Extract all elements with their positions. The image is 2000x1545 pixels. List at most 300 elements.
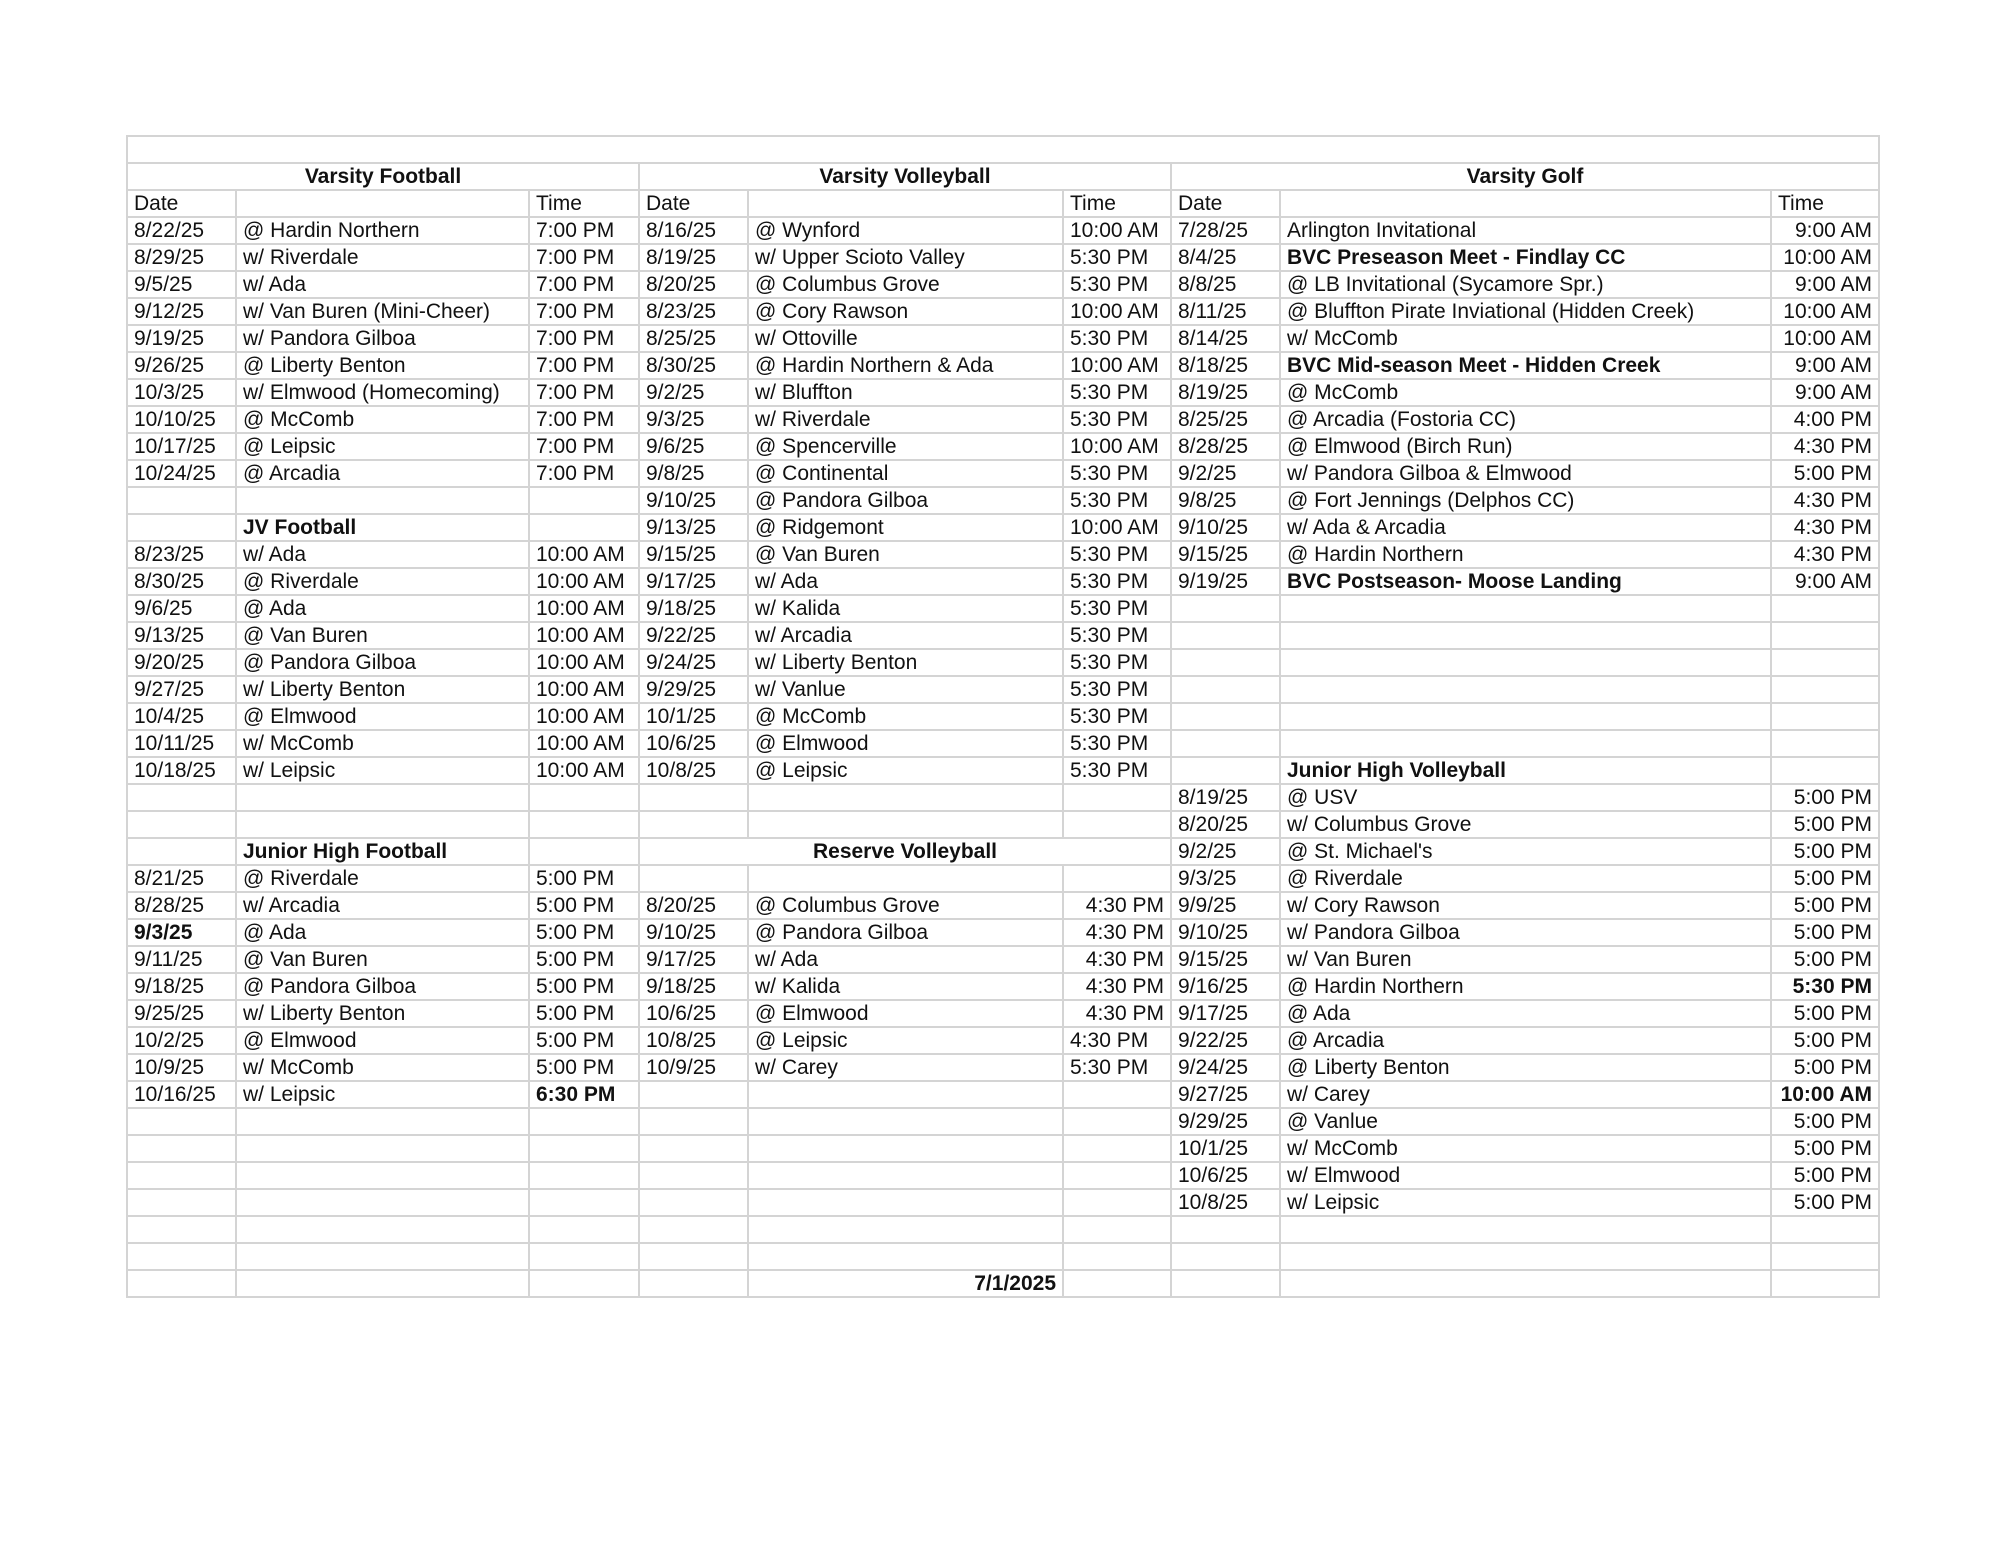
time-cell: 10:00 AM [1771,244,1879,271]
schedule-row [127,406,1879,433]
event-cell: BVC Preseason Meet - Findlay CC [1280,244,1771,271]
schedule-row [127,568,1879,595]
schedule-row [127,757,1879,784]
empty-cell [1171,622,1280,649]
empty-cell [639,1270,748,1297]
empty-cell [1771,649,1879,676]
section-heading: Varsity Football [127,163,639,190]
date-cell: 8/8/25 [1171,271,1280,298]
event-cell: @ Elmwood [748,1000,1063,1027]
date-cell: 9/18/25 [127,973,236,1000]
date-cell: 9/2/25 [1171,838,1280,865]
schedule-row [127,1000,1879,1027]
time-cell: 7:00 PM [529,352,639,379]
time-cell: 5:30 PM [1063,703,1171,730]
time-cell: 5:00 PM [1771,1108,1879,1135]
event-cell: @ Hardin Northern [1280,541,1771,568]
empty-cell [1063,784,1171,811]
section-heading: Reserve Volleyball [639,838,1171,865]
empty-cell [529,1108,639,1135]
empty-cell [748,190,1063,217]
time-cell: 5:00 PM [1771,460,1879,487]
date-cell: 9/15/25 [639,541,748,568]
empty-cell [639,811,748,838]
event-cell: w/ Ottoville [748,325,1063,352]
date-cell: 9/24/25 [639,649,748,676]
empty-cell [748,1216,1063,1243]
schedule-table [126,135,1880,1298]
time-cell: 5:00 PM [529,973,639,1000]
date-column-header: Date [1171,190,1280,217]
empty-cell [1171,730,1280,757]
date-cell: 9/15/25 [1171,946,1280,973]
schedule-row [127,730,1879,757]
date-cell: 9/10/25 [639,919,748,946]
schedule-row [127,1135,1879,1162]
time-cell: 5:00 PM [529,1000,639,1027]
time-cell: 7:00 PM [529,298,639,325]
section-heading: Junior High Football [236,838,529,865]
time-cell: 4:30 PM [1063,973,1171,1000]
empty-cell [748,1081,1063,1108]
event-cell: @ Ada [1280,1000,1771,1027]
empty-cell [1063,1270,1171,1297]
time-cell: 10:00 AM [529,622,639,649]
empty-cell [1171,676,1280,703]
empty-cell [639,1108,748,1135]
event-cell: w/ Elmwood (Homecoming) [236,379,529,406]
date-cell: 8/28/25 [1171,433,1280,460]
empty-cell [1280,730,1771,757]
date-cell: 10/8/25 [639,1027,748,1054]
event-cell: w/ Vanlue [748,676,1063,703]
schedule-row [127,595,1879,622]
date-cell: 8/11/25 [1171,298,1280,325]
schedule-row [127,811,1879,838]
event-cell: @ Arcadia (Fostoria CC) [1280,406,1771,433]
event-cell: w/ Liberty Benton [748,649,1063,676]
time-cell: 10:00 AM [529,595,639,622]
date-cell: 10/24/25 [127,460,236,487]
empty-cell [1771,622,1879,649]
time-cell: 5:30 PM [1063,568,1171,595]
time-cell: 10:00 AM [1771,298,1879,325]
time-cell: 10:00 AM [1063,352,1171,379]
event-cell: @ Continental [748,460,1063,487]
empty-cell [236,1216,529,1243]
empty-cell [1771,676,1879,703]
time-cell: 5:00 PM [529,865,639,892]
empty-cell [1280,622,1771,649]
empty-cell [1280,1243,1771,1270]
date-cell: 9/2/25 [639,379,748,406]
event-cell: Arlington Invitational [1280,217,1771,244]
schedule-row [127,487,1879,514]
empty-cell [1280,595,1771,622]
section-heading: Junior High Volleyball [1280,757,1771,784]
event-cell: @ Pandora Gilboa [748,487,1063,514]
empty-cell [1063,811,1171,838]
date-cell: 10/2/25 [127,1027,236,1054]
event-cell: w/ Liberty Benton [236,676,529,703]
time-cell: 9:00 AM [1771,568,1879,595]
event-cell: @ Elmwood [236,703,529,730]
empty-cell [1771,1243,1879,1270]
event-cell: w/ Cory Rawson [1280,892,1771,919]
empty-cell [529,487,639,514]
time-cell: 5:30 PM [1063,325,1171,352]
event-cell: w/ McComb [1280,1135,1771,1162]
event-cell: w/ Riverdale [748,406,1063,433]
time-cell: 4:30 PM [1063,946,1171,973]
date-cell: 9/17/25 [639,946,748,973]
empty-cell [127,1270,236,1297]
time-cell: 5:00 PM [1771,1027,1879,1054]
empty-cell [748,1189,1063,1216]
schedule-row [127,649,1879,676]
time-cell: 5:00 PM [529,946,639,973]
time-cell: 5:30 PM [1063,649,1171,676]
date-cell: 9/13/25 [639,514,748,541]
date-cell: 8/30/25 [127,568,236,595]
empty-cell [1171,703,1280,730]
date-cell: 8/30/25 [639,352,748,379]
event-cell: @ Arcadia [236,460,529,487]
event-cell: @ McComb [236,406,529,433]
date-cell: 9/8/25 [639,460,748,487]
time-cell: 5:00 PM [1771,892,1879,919]
time-cell: 10:00 AM [529,730,639,757]
time-cell: 5:30 PM [1063,622,1171,649]
event-cell: w/ Leipsic [1280,1189,1771,1216]
time-cell: 5:30 PM [1063,379,1171,406]
empty-cell [748,1162,1063,1189]
time-cell: 10:00 AM [529,676,639,703]
date-cell: 9/20/25 [127,649,236,676]
empty-cell [639,1216,748,1243]
section-heading: Varsity Golf [1171,163,1879,190]
event-cell: w/ Arcadia [748,622,1063,649]
date-cell: 9/29/25 [1171,1108,1280,1135]
empty-cell [127,1189,236,1216]
empty-cell [1063,1189,1171,1216]
empty-cell [1280,1216,1771,1243]
empty-cell [1280,703,1771,730]
date-cell: 9/19/25 [127,325,236,352]
schedule-row [127,1243,1879,1270]
empty-cell [1771,595,1879,622]
event-cell: @ St. Michael's [1280,838,1771,865]
event-cell: BVC Mid-season Meet - Hidden Creek [1280,352,1771,379]
empty-cell [1280,676,1771,703]
date-cell: 9/11/25 [127,946,236,973]
event-cell: @ Spencerville [748,433,1063,460]
empty-cell [748,865,1063,892]
date-cell: 8/25/25 [639,325,748,352]
schedule-row [127,460,1879,487]
footer-row [127,1270,1879,1297]
empty-cell [127,514,236,541]
event-cell: w/ Leipsic [236,1081,529,1108]
empty-cell [236,1270,529,1297]
event-cell: w/ Kalida [748,595,1063,622]
empty-cell [236,1243,529,1270]
empty-cell [127,1162,236,1189]
date-cell: 8/23/25 [639,298,748,325]
schedule-row [127,352,1879,379]
date-cell: 10/17/25 [127,433,236,460]
date-cell: 9/19/25 [1171,568,1280,595]
time-cell: 5:30 PM [1063,460,1171,487]
empty-cell [529,1162,639,1189]
empty-cell [1771,757,1879,784]
event-cell: @ Ada [236,919,529,946]
schedule-row [127,1216,1879,1243]
time-cell: 5:00 PM [529,892,639,919]
empty-cell [1171,595,1280,622]
event-cell: w/ Van Buren [1280,946,1771,973]
empty-cell [236,1189,529,1216]
schedule-row [127,1162,1879,1189]
time-cell: 6:30 PM [529,1081,639,1108]
empty-cell [127,784,236,811]
event-cell: w/ Arcadia [236,892,529,919]
event-cell: @ Riverdale [1280,865,1771,892]
section-heading: JV Football [236,514,529,541]
empty-cell [1171,1216,1280,1243]
time-cell: 7:00 PM [529,244,639,271]
date-cell: 9/9/25 [1171,892,1280,919]
date-cell: 8/16/25 [639,217,748,244]
schedule-row [127,703,1879,730]
column-header-row [127,190,1879,217]
date-cell: 10/6/25 [639,1000,748,1027]
event-cell: @ Riverdale [236,865,529,892]
time-cell: 7:00 PM [529,379,639,406]
empty-cell [127,487,236,514]
schedule-row [127,541,1879,568]
date-cell: 8/21/25 [127,865,236,892]
empty-cell [748,1243,1063,1270]
event-cell: w/ Carey [748,1054,1063,1081]
time-cell: 10:00 AM [529,541,639,568]
empty-cell [1771,1216,1879,1243]
date-cell: 8/4/25 [1171,244,1280,271]
date-cell: 9/27/25 [127,676,236,703]
time-cell: 5:00 PM [529,1027,639,1054]
schedule-row [127,838,1879,865]
section-heading: Varsity Volleyball [639,163,1171,190]
date-cell: 8/19/25 [639,244,748,271]
empty-cell [529,1189,639,1216]
time-cell: 4:30 PM [1771,487,1879,514]
time-cell: 5:30 PM [1063,271,1171,298]
event-cell: w/ Kalida [748,973,1063,1000]
time-cell: 7:00 PM [529,433,639,460]
event-cell: w/ Van Buren (Mini-Cheer) [236,298,529,325]
schedule-row [127,784,1879,811]
event-cell: @ Arcadia [1280,1027,1771,1054]
empty-cell [1171,757,1280,784]
date-cell: 9/3/25 [1171,865,1280,892]
time-column-header: Time [529,190,639,217]
event-cell: @ Bluffton Pirate Inviational (Hidden Creek) [1280,298,1771,325]
empty-cell [1280,190,1771,217]
event-cell: w/ Pandora Gilboa & Elmwood [1280,460,1771,487]
date-column-header: Date [127,190,236,217]
section-header-row [127,163,1879,190]
time-cell: 5:00 PM [1771,1135,1879,1162]
schedule-row [127,271,1879,298]
empty-cell [127,136,1879,163]
date-cell: 9/12/25 [127,298,236,325]
empty-cell [236,487,529,514]
empty-cell [1063,1243,1171,1270]
schedule-row [127,379,1879,406]
time-cell: 5:30 PM [1063,676,1171,703]
event-cell: @ Ada [236,595,529,622]
empty-cell [639,1189,748,1216]
schedule-row [127,622,1879,649]
event-cell: w/ Upper Scioto Valley [748,244,1063,271]
event-cell: w/ Carey [1280,1081,1771,1108]
event-cell: w/ Elmwood [1280,1162,1771,1189]
time-cell: 5:00 PM [529,1054,639,1081]
event-cell: @ Leipsic [748,757,1063,784]
event-cell: @ Elmwood (Birch Run) [1280,433,1771,460]
event-cell: @ Leipsic [748,1027,1063,1054]
date-cell: 9/10/25 [639,487,748,514]
event-cell: w/ McComb [1280,325,1771,352]
event-cell: w/ Leipsic [236,757,529,784]
empty-cell [1280,649,1771,676]
time-cell: 5:00 PM [1771,1162,1879,1189]
empty-cell [1063,1108,1171,1135]
date-cell: 8/19/25 [1171,379,1280,406]
time-cell: 5:30 PM [1063,1054,1171,1081]
date-cell: 9/6/25 [127,595,236,622]
empty-cell [1063,1162,1171,1189]
empty-cell [1063,1081,1171,1108]
time-cell: 5:00 PM [1771,1189,1879,1216]
event-cell: w/ Ada [748,946,1063,973]
date-cell: 9/13/25 [127,622,236,649]
schedule-row [127,217,1879,244]
event-cell: @ Liberty Benton [236,352,529,379]
time-cell: 5:00 PM [1771,946,1879,973]
time-cell: 9:00 AM [1771,352,1879,379]
event-cell: w/ Ada & Arcadia [1280,514,1771,541]
time-cell: 5:30 PM [1771,973,1879,1000]
event-cell: w/ Pandora Gilboa [1280,919,1771,946]
date-cell: 10/1/25 [1171,1135,1280,1162]
time-cell: 4:30 PM [1063,1027,1171,1054]
empty-cell [529,784,639,811]
empty-cell [127,838,236,865]
date-cell: 8/20/25 [1171,811,1280,838]
empty-cell [529,1216,639,1243]
date-cell: 8/20/25 [639,892,748,919]
empty-cell [1771,730,1879,757]
time-cell: 7:00 PM [529,325,639,352]
event-cell: @ Pandora Gilboa [236,973,529,1000]
empty-cell [236,1135,529,1162]
date-cell: 7/28/25 [1171,217,1280,244]
empty-cell [1771,1270,1879,1297]
event-cell: @ Pandora Gilboa [236,649,529,676]
time-column-header: Time [1771,190,1879,217]
schedule-row [127,1027,1879,1054]
time-cell: 10:00 AM [1063,217,1171,244]
date-cell: 8/23/25 [127,541,236,568]
schedule-row [127,946,1879,973]
date-cell: 8/20/25 [639,271,748,298]
event-cell: @ Leipsic [236,433,529,460]
date-cell: 10/9/25 [127,1054,236,1081]
date-column-header: Date [639,190,748,217]
schedule-row [127,892,1879,919]
date-cell: 8/19/25 [1171,784,1280,811]
date-cell: 10/8/25 [639,757,748,784]
date-cell: 10/16/25 [127,1081,236,1108]
time-cell: 5:30 PM [1063,541,1171,568]
empty-cell [236,784,529,811]
time-cell: 10:00 AM [1771,1081,1879,1108]
event-cell: w/ Bluffton [748,379,1063,406]
date-cell: 9/17/25 [639,568,748,595]
empty-cell [639,1243,748,1270]
event-cell: @ Elmwood [748,730,1063,757]
time-cell: 7:00 PM [529,406,639,433]
empty-cell [236,190,529,217]
schedule-row [127,514,1879,541]
date-cell: 10/18/25 [127,757,236,784]
time-cell: 5:30 PM [1063,757,1171,784]
schedule-row [127,1108,1879,1135]
empty-cell [639,1162,748,1189]
date-cell: 10/1/25 [639,703,748,730]
empty-cell [529,838,639,865]
date-cell: 10/11/25 [127,730,236,757]
date-cell: 10/4/25 [127,703,236,730]
time-cell: 4:30 PM [1771,514,1879,541]
date-cell: 10/9/25 [639,1054,748,1081]
empty-cell [748,811,1063,838]
empty-cell [748,1135,1063,1162]
time-cell: 10:00 AM [1063,433,1171,460]
event-cell: @ Pandora Gilboa [748,919,1063,946]
time-cell: 10:00 AM [529,757,639,784]
date-cell: 9/3/25 [639,406,748,433]
empty-cell [1171,649,1280,676]
date-cell: 9/2/25 [1171,460,1280,487]
empty-cell [529,1243,639,1270]
time-column-header: Time [1063,190,1171,217]
time-cell: 5:00 PM [529,919,639,946]
date-cell: 8/22/25 [127,217,236,244]
date-cell: 8/28/25 [127,892,236,919]
event-cell: @ Columbus Grove [748,271,1063,298]
schedule-row [127,433,1879,460]
empty-cell [236,811,529,838]
time-cell: 4:30 PM [1063,919,1171,946]
date-cell: 8/25/25 [1171,406,1280,433]
empty-cell [639,1135,748,1162]
empty-cell [639,784,748,811]
time-cell: 4:00 PM [1771,406,1879,433]
time-cell: 4:30 PM [1771,433,1879,460]
date-cell: 9/26/25 [127,352,236,379]
